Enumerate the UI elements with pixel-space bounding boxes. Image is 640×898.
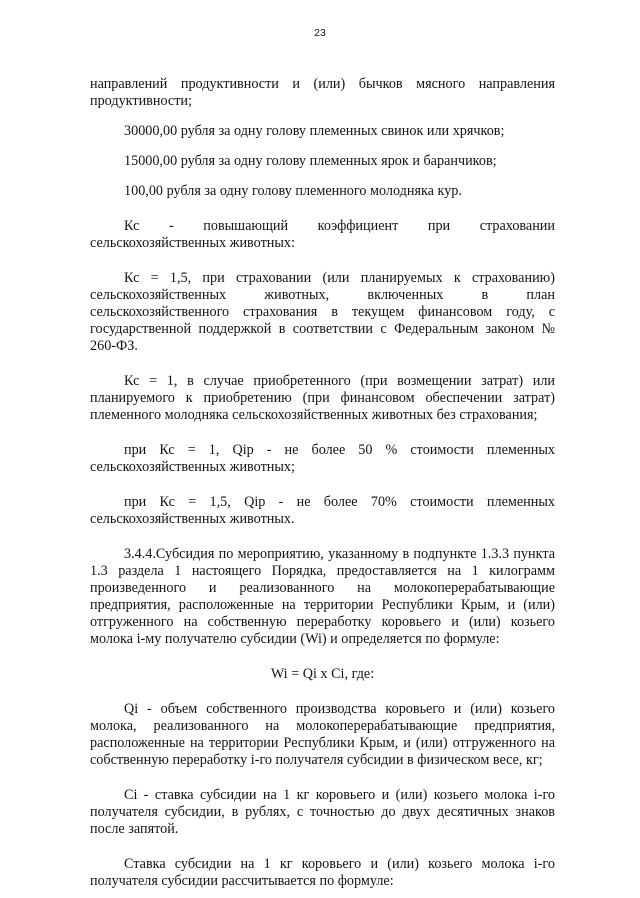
- paragraph-qip-70: при Кс = 1,5, Qip - не более 70% стоимости племенных сельскохозяйственных животных.: [90, 494, 555, 527]
- paragraph-productivity-continuation: направлений продуктивности и (или) бычков мясного направления продуктивности;: [90, 76, 555, 109]
- paragraph-kc-1: Кс = 1, в случае приобретенного (при возмещении затрат) или планируемого к приобретению (при финансовом обеспечении затрат) племенного молодняка сельскохозяйственных животных без страхования;: [90, 373, 555, 423]
- paragraph-rate-chickens: 100,00 рубля за одну голову племенного молодняка кур.: [124, 183, 462, 199]
- paragraph-ci-definition: Ci - ставка субсидии на 1 кг коровьего и (или) козьего молока i-го получателя субсидии, в рублях, с точностью до двух десятичных знаков после запятой.: [90, 787, 555, 837]
- paragraph-qip-50: при Кс = 1, Qip - не более 50 % стоимости племенных сельскохозяйственных животных;: [90, 442, 555, 475]
- paragraph-kc-1-5: Кс = 1,5, при страховании (или планируемых к страхованию) сельскохозяйственных животных, включенных в план сельскохозяйственного страхования в текущем финансовом году, с государственной поддержкой в соответствии с Федеральным законом № 260-ФЗ.: [90, 270, 555, 354]
- paragraph-section-3-4-4: 3.4.4.Субсидия по мероприятию, указанному в подпункте 1.3.3 пункта 1.3 раздела 1 настоящего Порядка, предоставляется на 1 килограмм произведенного и реализованного на молокоперерабатывающие предприятия, расположенные на территории Республики Крым, и (или) отгруженного на собственную переработку коровьего и (или) козьего молока i-му получателю субсидии (Wi) и определяется по формуле:: [90, 546, 555, 647]
- paragraph-rate-sheep: 15000,00 рубля за одну голову племенных ярок и баранчиков;: [124, 153, 497, 169]
- formula-wi: Wi = Qi x Ci, где:: [270, 666, 375, 682]
- paragraph-qi-definition: Qi - объем собственного производства коровьего и (или) козьего молока, реализованного на молокоперерабатывающие предприятия, расположенные на территории Республики Крым, и (или) отгруженного на собственную переработку i-го получателя субсидии в физическом весе, кг;: [90, 701, 555, 768]
- paragraph-kc-definition: Кс - повышающий коэффициент при страховании сельскохозяйственных животных:: [90, 218, 555, 251]
- paragraph-rate-pigs: 30000,00 рубля за одну голову племенных свинок или хрячков;: [124, 123, 505, 139]
- paragraph-rate-calculation: Ставка субсидии на 1 кг коровьего и (или) козьего молока i-го получателя субсидии рассчитывается по формуле:: [90, 856, 555, 889]
- document-body: [90, 76, 555, 890]
- page-number: 23: [314, 27, 326, 39]
